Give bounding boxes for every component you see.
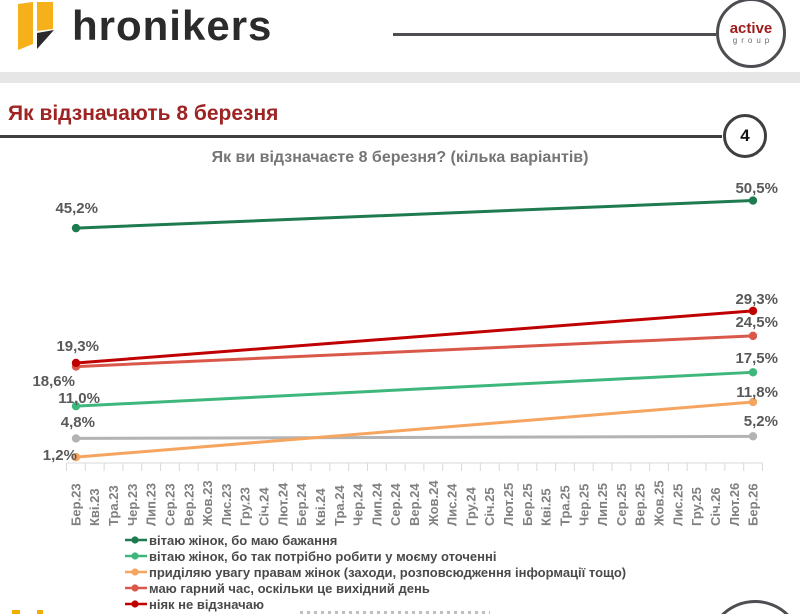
chart-point [749, 196, 757, 204]
chart-point [72, 434, 80, 442]
chart-line [76, 311, 753, 363]
legend [124, 532, 784, 614]
legend-label: маю гарний час, оскільки це вихідний день [149, 580, 430, 596]
x-tick-label: Кві.24 [312, 488, 328, 526]
x-tick-label: Тра.23 [106, 485, 122, 526]
legend-marker-icon [124, 550, 148, 562]
x-tick-label: Кві.25 [538, 488, 554, 526]
x-tick-label: Тра.24 [331, 485, 347, 526]
legend-marker-icon [124, 566, 148, 578]
x-tick-label: Лис.25 [670, 483, 686, 526]
data-label: 11,8% [736, 384, 778, 401]
x-tick-label: Чер.25 [576, 483, 592, 526]
chart-point [72, 359, 80, 367]
x-tick-label: Лют.24 [275, 482, 291, 526]
x-tick-label: Сер.25 [613, 483, 629, 526]
x-tick-label: Жов.25 [651, 480, 667, 526]
x-tick-label: Вер.25 [632, 483, 648, 526]
x-tick-label: Лис.24 [444, 483, 460, 526]
data-label: 50,5% [735, 180, 778, 197]
data-label: 11,0% [58, 390, 100, 407]
data-label: 1,2% [42, 447, 77, 464]
brand-name: hronikers [72, 2, 273, 49]
x-tick-label: Тра.25 [557, 485, 573, 526]
chart-point [72, 224, 80, 232]
x-tick-label: Жов.23 [200, 480, 216, 526]
x-tick-label: Січ.25 [482, 487, 498, 526]
x-tick-label: Жов.24 [425, 480, 441, 526]
legend-label: ніяк не відзначаю [149, 596, 264, 612]
legend-marker-icon [124, 534, 148, 546]
x-tick-label: Лип.23 [143, 482, 159, 526]
x-tick-label: Кві.23 [87, 488, 103, 526]
x-tick-label: Бер.26 [745, 483, 761, 526]
data-label: 17,5% [735, 350, 778, 367]
x-tick-label: Лип.24 [369, 482, 385, 526]
x-tick-label: Чер.24 [350, 483, 366, 526]
legend-item [124, 564, 784, 580]
legend-label: приділяю увагу правам жінок (заходи, розповсюдження інформації тощо) [149, 564, 627, 580]
x-tick-label: Лют.26 [726, 482, 742, 526]
legend-marker-icon [124, 582, 148, 594]
slide-number: 4 [740, 126, 750, 145]
chart-line [76, 436, 753, 438]
chart-line [76, 372, 753, 406]
legend-label: вітаю жінок, бо маю бажання [149, 532, 338, 548]
data-label: 18,6% [32, 373, 75, 390]
x-tick-label: Гру.25 [689, 487, 705, 526]
chart-point [749, 432, 757, 440]
active-group-logo-top: active [729, 19, 773, 37]
clipped-logo-fragment [12, 610, 20, 614]
x-tick-label: Лют.25 [501, 482, 517, 526]
x-tick-label: Сер.24 [388, 483, 404, 526]
x-tick-label: Січ.26 [707, 487, 723, 526]
legend-item [124, 580, 784, 596]
legend-item [124, 532, 784, 548]
x-tick-label: Січ.24 [256, 487, 272, 526]
chart-point [749, 332, 757, 340]
data-label: 29,3% [735, 291, 778, 308]
chart-line [76, 201, 753, 229]
data-label: 24,5% [735, 314, 778, 331]
page-title: Як відзначають 8 березня [8, 102, 279, 125]
chart-point [749, 368, 757, 376]
x-tick-label: Вер.24 [407, 483, 422, 526]
chart-title: Як ви відзначаєте 8 березня? (кілька варіантів) [211, 149, 589, 166]
x-tick-label: Чер.23 [124, 483, 140, 526]
x-tick-label: Сер.23 [162, 483, 178, 526]
data-label: 45,2% [55, 200, 98, 217]
data-label: 4,8% [60, 414, 95, 431]
x-tick-label: Вер.23 [181, 483, 197, 526]
legend-item [124, 548, 784, 564]
clipped-logo-fragment [37, 610, 43, 614]
x-tick-label: Бер.24 [294, 483, 310, 526]
x-tick-label: Бер.25 [519, 483, 535, 526]
x-tick-label: Бер.23 [68, 483, 84, 526]
data-label: 5,2% [743, 413, 778, 430]
legend-marker-icon [124, 598, 148, 610]
data-label: 19,3% [56, 338, 99, 355]
x-tick-label: Гру.24 [463, 487, 479, 526]
x-tick-label: Лис.23 [218, 483, 234, 526]
chart-line [76, 402, 753, 457]
x-tick-label: Лип.25 [595, 482, 611, 526]
legend-label: вітаю жінок, бо так потрібно робити у моєму оточенні [149, 548, 497, 564]
legend-item [124, 596, 784, 612]
active-group-logo-bottom: group [732, 35, 774, 45]
chart-line [76, 336, 753, 367]
x-tick-label: Гру.23 [237, 487, 253, 526]
